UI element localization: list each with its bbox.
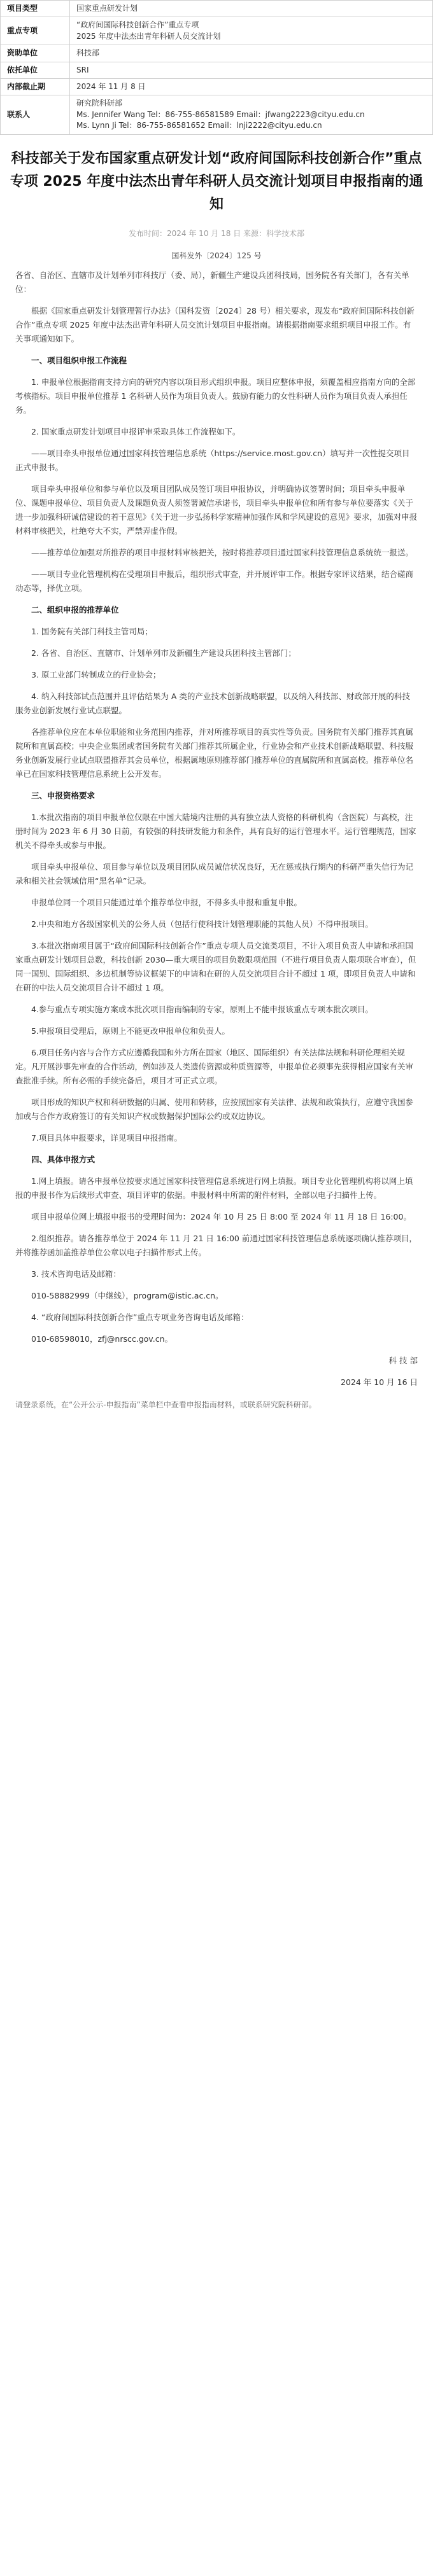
info-key: 重点专项 bbox=[1, 17, 70, 45]
paragraph: 3.本批次指南项目属于“政府间国际科技创新合作”重点专项人员交流类项目，不计入项目负责人申请和承担国家重点研发计划项目总数，科技创新 2030—重大项目的项目负数限项范围（不进行项目负责人限项联合审查），但同一国别、国际组织、多边机制等协议框架下的申请和在研的人员交流项目合计不超过 1 项，即项目负责人申请和在研的中法人员交流项目合计不超过 1 项。 bbox=[15, 940, 416, 992]
project-info-table bbox=[0, 0, 433, 135]
footer-note: 请登录系统，在“公开公示-申报指南”菜单栏中查看申报指南材料，或联系研究院科研部。 bbox=[15, 1400, 316, 1409]
info-row bbox=[1, 1, 433, 17]
info-value bbox=[70, 17, 433, 45]
paragraph: 4. “政府间国际科技创新合作”重点专项业务咨询电话及邮箱： bbox=[31, 1312, 249, 1322]
info-value-line: 科技部 bbox=[76, 48, 100, 58]
paragraph: 1. 申报单位根据指南支持方向的研究内容以项目形式组织申报。项目应整体申报，须覆盖相应指南方向的全部考核指标。项目申报单位推荐 1 名科研人员作为项目负责人。鼓励有能力的女性科研人员作为项目负责人承担任务。 bbox=[15, 377, 416, 415]
section-heading: 四、具体申报方式 bbox=[31, 1154, 96, 1164]
section-heading: 二、组织申报的推荐单位 bbox=[31, 604, 119, 615]
signature-line: 科 技 部 bbox=[388, 1355, 418, 1365]
paragraph: 各省、自治区、直辖市及计划单列市科技厅（委、局），新疆生产建设兵团科技局，国务院各有关部门，各有关单位： bbox=[15, 270, 409, 294]
paragraph: ——推荐单位加强对所推荐的项目申报材料审核把关，按时将推荐项目通过国家科技管理信息系统统一报送。 bbox=[31, 547, 414, 557]
info-value bbox=[70, 45, 433, 62]
info-value-line: Ms. Lynn Ji Tel：86-755-86581652 Email：lnji2222@cityu.edu.cn bbox=[76, 121, 322, 130]
paragraph: 各推荐单位应在本单位职能和业务范围内推荐，并对所推荐项目的真实性等负责。国务院有关部门推荐其直属院所和直属高校；中央企业集团或者国务院有关部门推荐其所属企业，行业协会和产业技术创新战略联盟、科技服务业创新发展行业试点联盟推荐其会员单位，根据属地原则推荐部门推荐单位的直属院所和直属高校。推荐单位名单已在国家科技管理信息系统上公开发布。 bbox=[15, 727, 414, 779]
paragraph: 2. 各省、自治区、直辖市、计划单列市及新疆生产建设兵团科技主管部门； bbox=[31, 648, 296, 658]
paragraph: 2.中央和地方各级国家机关的公务人员（包括行使科技计划管理职能的其他人员）不得申报项目。 bbox=[31, 919, 373, 929]
signature-line: 2024 年 10 月 16 日 bbox=[341, 1377, 418, 1387]
info-value-line: 2025 年度中法杰出青年科研人员交流计划 bbox=[76, 31, 221, 41]
info-value-line: 国家重点研发计划 bbox=[76, 4, 138, 13]
section-heading: 一、项目组织申报工作流程 bbox=[31, 355, 127, 365]
info-row bbox=[1, 17, 433, 45]
paragraph: 2. 国家重点研发计划项目申报评审采取具体工作流程如下。 bbox=[31, 426, 241, 436]
info-key: 联系人 bbox=[1, 95, 70, 134]
paragraph: 010-68598010，zfj@nrscc.gov.cn。 bbox=[31, 1333, 173, 1344]
info-key: 依托单位 bbox=[1, 62, 70, 78]
paragraph: 6.项目任务内容与合作方式应遵循我国和外方所在国家（地区、国际组织）有关法律法规和科研伦理相关规定。凡开展涉事先审查的合作活动，例如涉及人类遗传资源或种质资源等，申报单位必须事先获得相应国家有关审查批准手续。所有必需的手续完备后，项目才可正式立项。 bbox=[15, 1047, 414, 1085]
paragraph: 1.网上填报。请各申报单位按要求通过国家科技管理信息系统进行网上填报。项目专业化管理机构将以网上填报的申报书作为后续形式审查、项目评审的依据。申报材料中所需的附件材料，全部以电子扫描件上传。 bbox=[15, 1176, 413, 1200]
document-number: 国科发外〔2024〕125 号 bbox=[171, 251, 262, 260]
paragraph: 7.项目具体申报要求，详见项目申报指南。 bbox=[31, 1132, 182, 1143]
paragraph: 4.参与重点专项实施方案或本批次项目指南编制的专家，原则上不能申报该重点专项本批次项目。 bbox=[31, 1004, 373, 1014]
info-value bbox=[70, 95, 433, 134]
paragraph: 010-58882999（中继线），program@istic.ac.cn。 bbox=[31, 1290, 224, 1300]
paragraph: 3. 技术咨询电话及邮箱： bbox=[31, 1269, 121, 1279]
paragraph: 项目形成的知识产权和科研数据的归属、使用和转移，应按照国家有关法律、法规和政策执行，应遵守我国参加或与合作方政府签订的有关知识产权或数据保护国际公约或双边协议。 bbox=[15, 1097, 414, 1121]
info-value bbox=[70, 62, 433, 78]
paragraph: 项目牵头申报单位和参与单位以及项目团队成员签订项目申报协议，并明确协议签署时间；项目牵头申报单位、课题申报单位、项目负责人及课题负责人须签署诚信承诺书，项目牵头申报单位和所有参与单位要落实《关于进一步加强科研诚信建设的若干意见》《关于进一步弘扬科学家精神加强作风和学风建设的意见》要求，加强对申报材料审核把关，杜绝夸大不实，严禁弄虚作假。 bbox=[15, 484, 418, 536]
paragraph: 项目牵头申报单位、项目参与单位以及项目团队成员诚信状况良好，无在惩戒执行期内的科研严重失信行为记录和相关社会领域信用“黑名单”记录。 bbox=[15, 861, 414, 886]
article-title: 科技部关于发布国家重点研发计划“政府间国际科技创新合作”重点专项 2025 年度中法杰出青年科研人员交流计划项目申报指南的通知 bbox=[10, 150, 423, 212]
paragraph: 1.本批次指南的项目申报单位仅限在中国大陆境内注册的具有独立法人资格的科研机构（含医院）与高校，注册时间为 2023 年 6 月 30 日前，有较强的科技研发能力和条件，具有良好的运行管理水平。运行管理规范，国家机关不得牵头或参与申报。 bbox=[15, 812, 416, 850]
info-value-line: SRI bbox=[76, 65, 89, 74]
paragraph: 申报单位同一个项目只能通过单个推荐单位申报，不得多头申报和重复申报。 bbox=[31, 897, 302, 907]
info-value bbox=[70, 78, 433, 95]
info-key: 项目类型 bbox=[1, 1, 70, 17]
info-key: 资助单位 bbox=[1, 45, 70, 62]
info-row bbox=[1, 45, 433, 62]
info-value bbox=[70, 1, 433, 17]
paragraph: 项目申报单位网上填报申报书的受理时间为：2024 年 10 月 25 日 8:00 至 2024 年 11 月 18 日 16:00。 bbox=[31, 1211, 411, 1222]
paragraph: 4. 纳入科技部试点范围并且评估结果为 A 类的产业技术创新战略联盟，以及纳入科技部、财政部开展的科技服务业创新发展行业试点联盟。 bbox=[15, 691, 410, 715]
info-row bbox=[1, 95, 433, 134]
section-heading: 三、申报资格要求 bbox=[31, 790, 96, 800]
paragraph: 3. 原工业部门转制成立的行业协会； bbox=[31, 669, 161, 679]
info-value-line: “政府间国际科技创新合作”重点专项 bbox=[76, 20, 199, 30]
info-row bbox=[1, 78, 433, 95]
info-value-line: 2024 年 11 月 8 日 bbox=[76, 81, 146, 91]
paragraph: ——项目专业化管理机构在受理项目申报后，组织形式审查，并开展评审工作。根据专家评议结果，结合磋商动态等，择优立项。 bbox=[15, 569, 414, 593]
paragraph: 5.申报项目受理后，原则上不能更改申报单位和负责人。 bbox=[31, 1026, 230, 1036]
paragraph: 根据《国家重点研发计划管理暂行办法》（国科发资〔2024〕28 号）相关要求，现发布“政府间国际科技创新合作”重点专项 2025 年度中法杰出青年科研人员交流计划项目申报指南。请根据指南要求组织项目申报工作。有关事项通知如下。 bbox=[15, 305, 415, 344]
article-meta: 发布时间：2024 年 10 月 18 日 来源：科学技术部 bbox=[129, 228, 304, 238]
info-value-line: Ms. Jennifer Wang Tel：86-755-86581589 Email：jfwang2223@cityu.edu.cn bbox=[76, 109, 365, 119]
paragraph: 1. 国务院有关部门科技主管司局； bbox=[31, 626, 153, 636]
paragraph: ——项目牵头申报单位通过国家科技管理信息系统（https://service.most.gov.cn）填写并一次性提交项目正式申报书。 bbox=[15, 448, 410, 472]
info-value-line: 研究院科研部 bbox=[76, 99, 123, 108]
info-row bbox=[1, 62, 433, 78]
article-body bbox=[0, 268, 433, 1389]
paragraph: 2.组织推荐。请各推荐单位于 2024 年 11 月 21 日 16:00 前通过国家科技管理信息系统逐项确认推荐项目，并将推荐函加盖推荐单位公章以电子扫描件形式上传。 bbox=[15, 1233, 417, 1257]
info-key: 内部截止期 bbox=[1, 78, 70, 95]
